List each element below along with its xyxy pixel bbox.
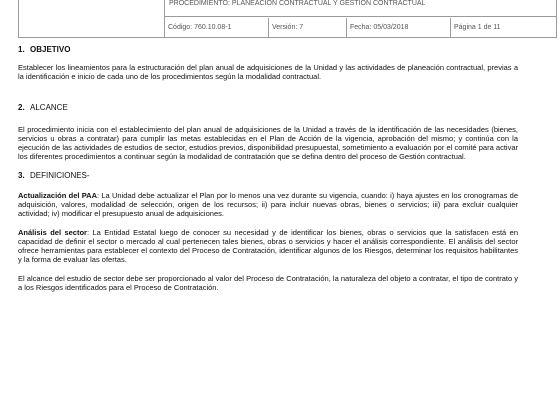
document-code: Código: 760.10.08-1 [165,18,269,37]
logo-cell [19,0,165,37]
section-heading-objetivo: 1. OBJETIVO [18,45,71,54]
alcance-paragraph: El procedimiento inicia con el establecimiento del plan anual de adquisiciones de la Unidad a través de la identificación de las necesidades (bienes, servicios u obras a contratar) para cumplir las metas establecidas en el Plan de Acción de la vigencia, aprobación del mismo; y continúa con la ejecución de las actividades de estudios de sector, estudios previos, disponibilidad presupuestal, sometimiento a evaluación por el comité para activar los diferentes procedimientos a continuar según la modalidad de contratación que se defina dentro del proceso de Gestión contractual. [18,125,518,161]
definition-actualizacion [18,191,518,218]
document-header [18,0,557,38]
document-date: Fecha: 05/03/2018 [347,18,451,37]
page-number: Página 1 de 11 [454,24,501,31]
definition-analisis [18,228,518,264]
procedure-title: PROCEDIMIENTO: PLANEACIÓN CONTRACTUAL Y GESTIÓN CONTRACTUAL [165,0,556,17]
document-version: Versión: 7 [269,18,347,37]
definiciones-closing-paragraph: El alcance del estudio de sector debe ser proporcionado al valor del Proceso de Contratación, la naturaleza del objeto a contratar, el tipo de contrato y a los Riesgos identificados para el Proceso de Contratación. [18,274,518,292]
definition-term: Actualización del PAA [18,191,97,200]
section-heading-definiciones: 3. DEFINICIONES- [18,171,90,180]
objetivo-paragraph: Establecer los lineamientos para la estructuración del plan anual de adquisiciones de la Unidad y las actividades de planeación contractual, previas a la identificación e inicio de cada uno de los procedimientos según la modalidad contractual. [18,63,518,81]
definition-text: : La Entidad Estatal luego de conocer su necesidad y de identificar los bienes, obras o servicios que la satisfacen está en capacidad de definir el sector o mercado al cual pertenecen tales bienes, obras o servicios y hacer el análisis correspondiente. El análisis del sector ofrece herramientas para establecer el contexto del Proceso de Contratación, identificar algunos de los Riesgos, determinar los requisitos habilitantes y la forma de evaluar las ofertas. [18,228,519,264]
section-heading-alcance: 2. ALCANCE [18,103,68,112]
header-meta-row [165,18,556,37]
definition-text: : La Unidad debe actualizar el Plan por lo menos una vez durante su vigencia, cuando: i) haya ajustes en los cronogramas de adquisición, valores, modalidad de selección, origen de los recursos; ii) para incluir nuevas obras, bienes o servicios; iii) para excluir cualquier actividad; iv) modificar el presupuesto anual de adquisiciones. [18,191,518,218]
document-body [18,39,518,292]
definition-term: Análisis del sector [18,228,87,237]
